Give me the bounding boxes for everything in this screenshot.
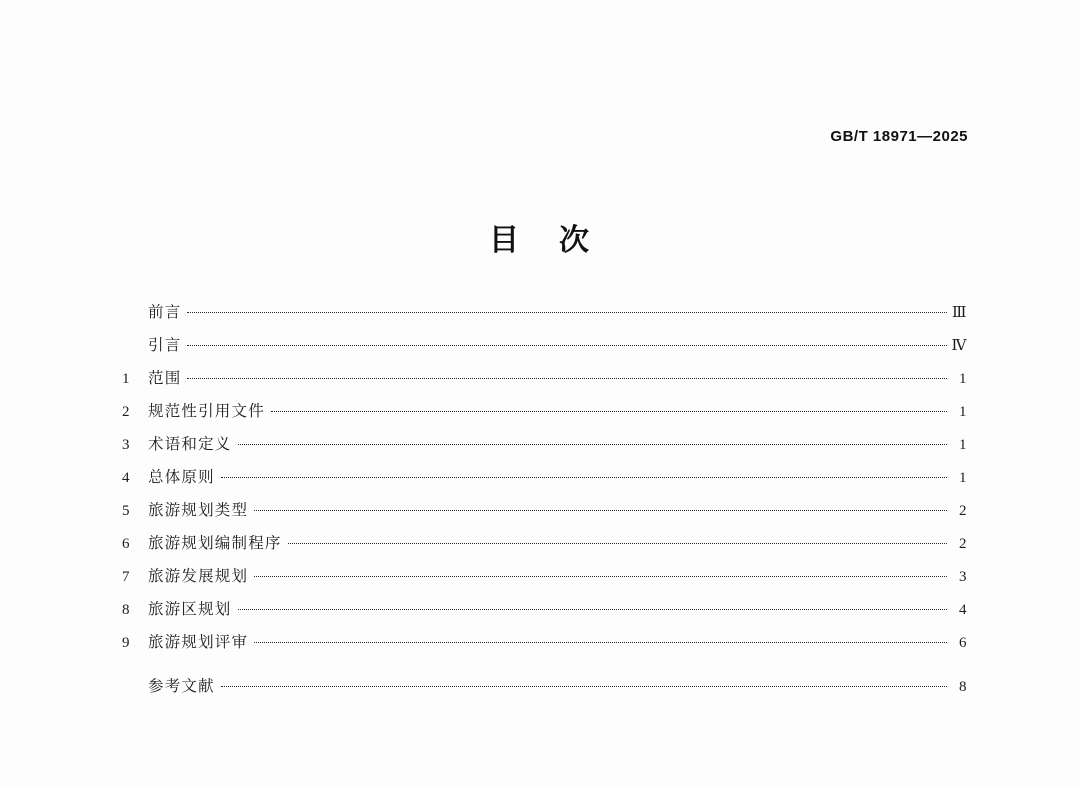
toc-leader-dots [271,401,947,417]
standard-code-header: GB/T 18971—2025 [830,128,968,145]
toc-entry-label: 旅游发展规划 [148,568,249,585]
toc-entry-5[interactable] [122,498,967,531]
toc-entry-label: 术语和定义 [148,436,232,453]
toc-entry-2[interactable] [122,399,967,432]
toc-entry-label: 旅游规划类型 [148,502,249,519]
toc-entry-bibliography[interactable] [122,674,967,707]
toc-entry-1[interactable] [122,366,967,399]
toc-entry-9[interactable] [122,630,967,663]
toc-entry-label: 范围 [148,370,182,387]
toc-leader-dots [254,632,947,648]
page-title-char-1: 目 [489,224,521,257]
toc-entry-number: 5 [122,503,130,519]
toc-entry-label: 旅游区规划 [148,601,232,618]
toc-entry-label: 旅游规划编制程序 [148,535,282,552]
toc-entry-page: 1 [959,371,967,387]
toc-entry-label: 规范性引用文件 [148,403,265,420]
toc-entry-number: 9 [122,635,130,651]
toc-leader-dots [288,533,947,549]
toc-entry-6[interactable] [122,531,967,564]
toc-entry-number: 8 [122,602,130,618]
toc-leader-dots [187,335,947,351]
toc-leader-dots [221,467,947,483]
toc-entry-label: 旅游规划评审 [148,634,249,651]
toc-entry-page: 6 [959,635,967,651]
toc-entry-label: 引言 [148,337,182,354]
toc-leader-dots [187,302,947,318]
toc-entry-page: 1 [959,404,967,420]
table-of-contents [122,300,967,707]
toc-leader-dots [254,566,947,582]
toc-entry-page: 1 [959,470,967,486]
toc-leader-dots [238,599,947,615]
toc-entry-number: 7 [122,569,130,585]
toc-entry-number: 4 [122,470,130,486]
toc-leader-dots [254,500,947,516]
toc-entry-page: 3 [959,569,967,585]
toc-entry-page: 8 [959,679,967,695]
page-title-char-2: 次 [559,224,591,257]
toc-entry-label: 前言 [148,304,182,321]
toc-entry-7[interactable] [122,564,967,597]
toc-leader-dots [187,368,947,384]
toc-entry-3[interactable] [122,432,967,465]
toc-entry-page: 2 [959,536,967,552]
toc-entry-page: 4 [959,602,967,618]
toc-entry-number: 2 [122,404,130,420]
toc-leader-dots [238,434,947,450]
toc-entry-8[interactable] [122,597,967,630]
toc-entry-4[interactable] [122,465,967,498]
toc-entry-label: 总体原则 [148,469,215,486]
toc-entry-number: 3 [122,437,130,453]
toc-entry-number: 1 [122,371,130,387]
toc-entry-page: 1 [959,437,967,453]
toc-entry-foreword[interactable] [122,300,967,333]
page-title [0,215,1080,259]
toc-entry-page: 2 [959,503,967,519]
toc-entry-label: 参考文献 [148,678,215,695]
toc-leader-dots [221,676,947,692]
toc-entry-introduction[interactable] [122,333,967,366]
toc-entry-number: 6 [122,536,130,552]
toc-entry-page: Ⅳ [951,338,967,354]
toc-entry-page: Ⅲ [952,305,967,321]
